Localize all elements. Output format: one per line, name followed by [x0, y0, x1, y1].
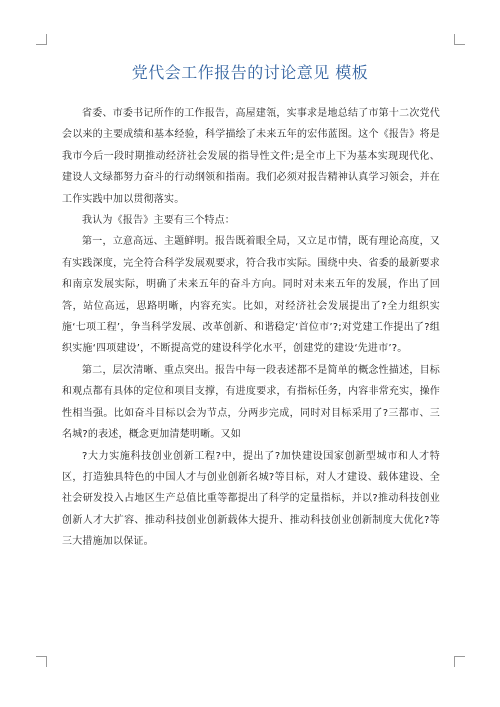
page-corner-mark-bottom-left [36, 656, 47, 667]
page-corner-mark-bottom-right [454, 656, 465, 667]
page-corner-mark-top-right [454, 34, 465, 45]
document-title: 党代会工作报告的讨论意见 模板 [131, 63, 369, 82]
paragraph-intro: 省委、市委书记所作的工作报告，高屋建瓴，实事求是地总结了市第十二次党代会以来的主要成绩和基本经验，科学描绘了未来五年的宏伟蓝图。这个《报告》将是我市今后一段时期推动经济社会发展的指导性文件;是全市上下为基本实现现代化、建设人文绿都努力奋斗的行动纲领和指南。我们必须对报告精神认真学习领会，并在工作实践中加以贯彻落实。 [62, 108, 440, 205]
paragraph-second-point: 第二，层次清晰、重点突出。报告中每一段表述都不是简单的概念性描述，目标和观点都有具体的定位和项目支撑，有进度要求，有指标任务，内容非常充实，操作性相当强。比如奋斗目标以会为节点，分两步完成，同时对目标采用了?三都市、三名城?的表述，概念更加清楚明晰。又如 [62, 364, 440, 441]
document-body [62, 103, 440, 553]
paragraph-first-point: 第一，立意高远、主题鲜明。报告既着眼全局，又立足市情，既有理论高度，又有实践深度，完全符合科学发展观要求，符合我市实际。围绕中央、省委的最新要求和南京发展实际，明确了未来五年的奋斗方向。同时对未来五年的发展，作出了回答，站位高远，思路明晰，内容充实。比如，对经济社会发展提出了?全力组织实施‘七项工程’，争当科学发展、改革创新、和谐稳定‘首位市’?;对党建工作提出了?组织实施‘四项建设’，不断提高党的建设科学化水平，创建党的建设‘先进市’?。 [62, 236, 440, 355]
paragraph-second-point-continued: ?大力实施科技创业创新工程?中，提出了?加快建设国家创新型城市和人才特区，打造独具特色的中国人才与创业创新名城?等目标，对人才建设、载体建设、全社会研发投入占地区生产总值比重等都提出了科学的定量指标，并以?推动科技创业创新人才大扩容、推动科技创业创新载体大提升、推动科技创业创新制度大优化?等三大措施加以保证。 [62, 450, 440, 548]
paragraph-three-features: 我认为《报告》主要有三个特点： [82, 215, 235, 227]
page-corner-mark-top-left [36, 34, 47, 45]
